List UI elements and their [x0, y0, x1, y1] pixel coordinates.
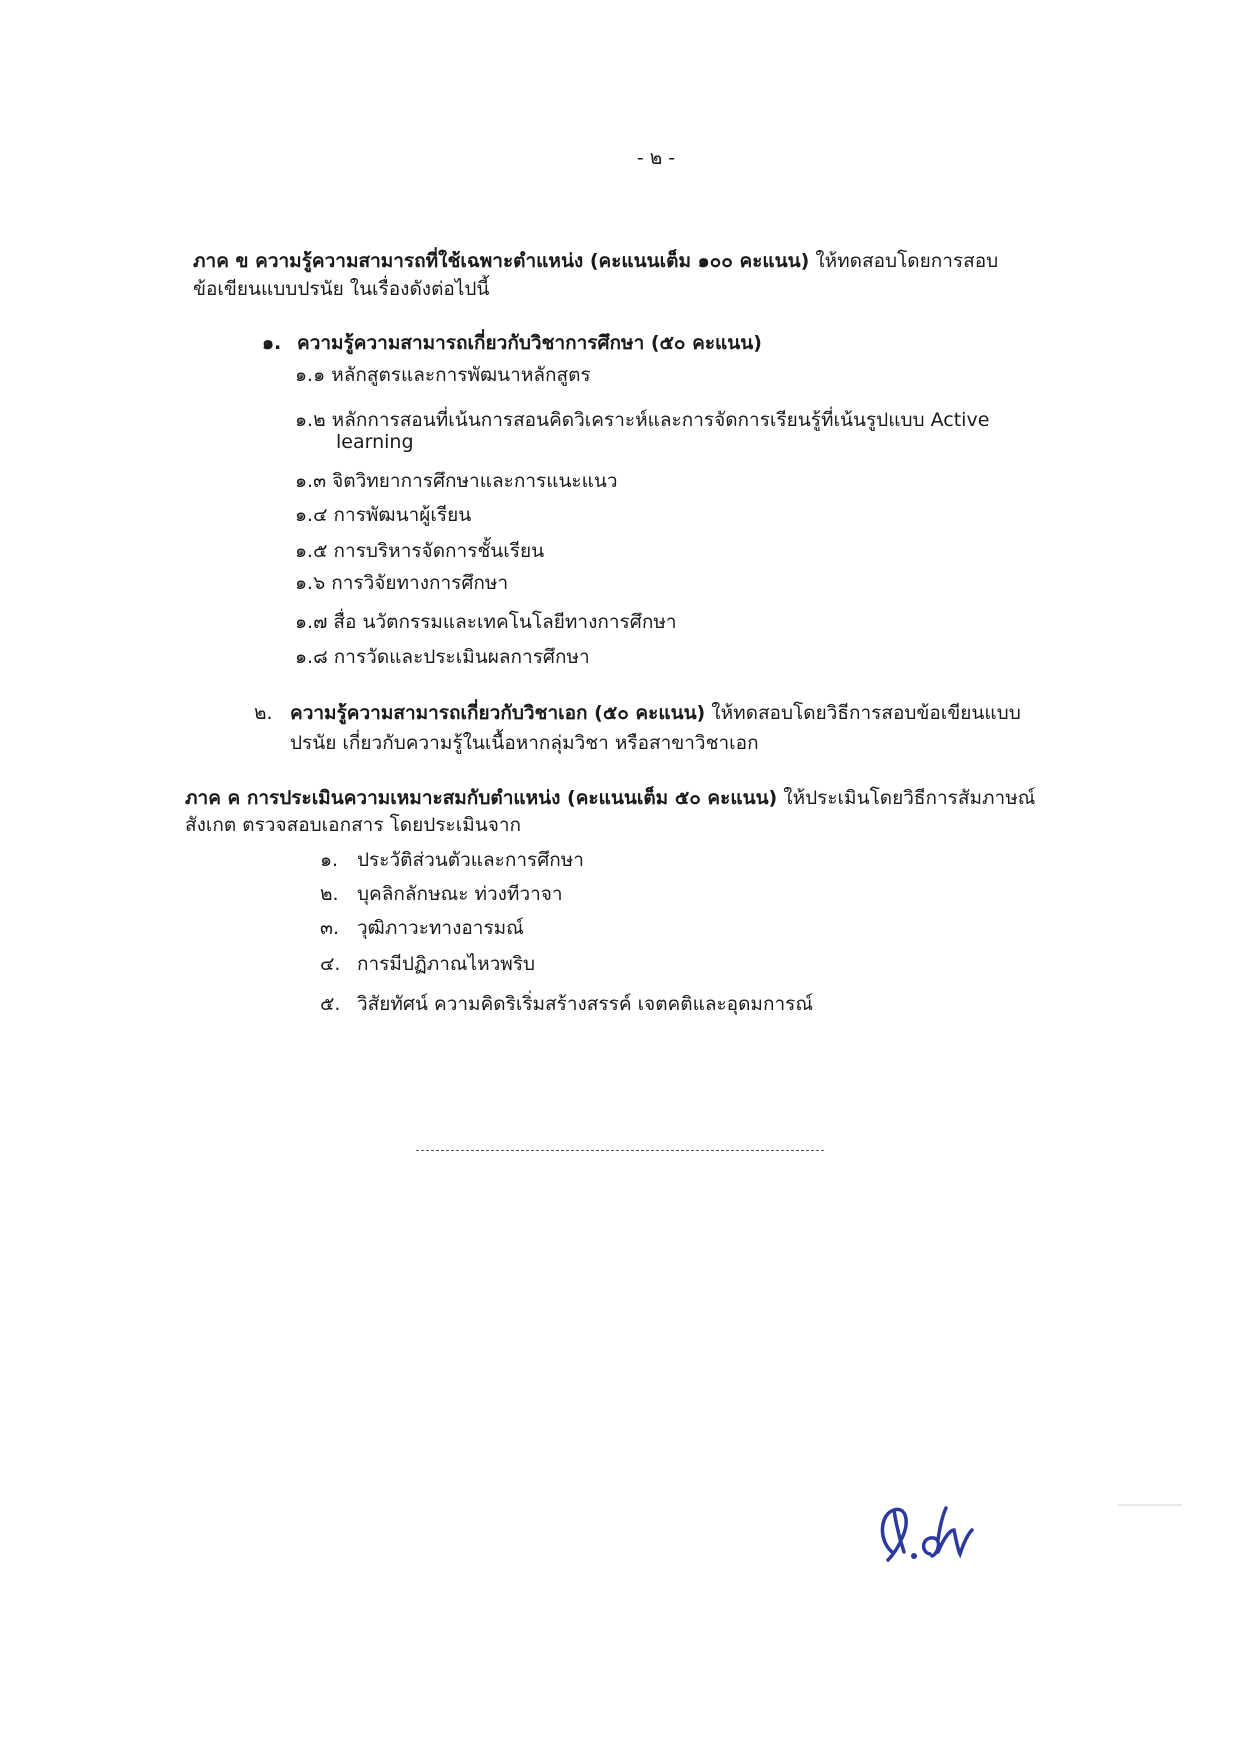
- criteria-number: ๔.: [320, 953, 341, 975]
- section-c-intro-line2: สังเกต ตรวจสอบเอกสาร โดยประเมินจาก: [185, 814, 522, 836]
- section-c-heading: ภาค ค การประเมินความเหมาะสมกับตำแหน่ง (คะแนนเต็ม ๕๐ คะแนน): [185, 787, 778, 809]
- topic2-number: ๒.: [254, 702, 273, 724]
- topic1-subitem: ๑.๓ จิตวิทยาการศึกษาและการแนะแนว: [295, 470, 618, 492]
- criteria-text: วุฒิภาวะทางอารมณ์: [357, 917, 524, 939]
- criteria-text: วิสัยทัศน์ ความคิดริเริ่มสร้างสรรค์ เจตคติและอุดมการณ์: [357, 993, 813, 1015]
- topic1-number: ๑.: [262, 332, 282, 354]
- section-b-intro-line2: ข้อเขียนแบบปรนัย ในเรื่องดังต่อไปนี้: [193, 278, 490, 300]
- signature: [872, 1500, 982, 1570]
- section-b-heading: ภาค ข ความรู้ความสามารถที่ใช้เฉพาะตำแหน่ง (คะแนนเต็ม ๑๐๐ คะแนน): [193, 250, 810, 272]
- topic2-line1: [290, 698, 1021, 728]
- topic1-subitem: ๑.๖ การวิจัยทางการศึกษา: [295, 572, 509, 594]
- topic1-subitem: ๑.๕ การบริหารจัดการชั้นเรียน: [295, 540, 545, 562]
- criteria-number: ๓.: [320, 917, 340, 939]
- topic1-subitem: ๑.๘ การวัดและประเมินผลการศึกษา: [295, 646, 590, 668]
- topic2-title: ความรู้ความสามารถเกี่ยวกับวิชาเอก (๕๐ คะแนน): [290, 702, 706, 724]
- topic1-subitem: ๑.๔ การพัฒนาผู้เรียน: [295, 504, 472, 526]
- topic1-subitem: ๑.๒ หลักการสอนที่เน้นการสอนคิดวิเคราะห์และการจัดการเรียนรู้ที่เน้นรูปแบบ Active: [295, 409, 990, 431]
- criteria-text: บุคลิกลักษณะ ท่วงทีวาจา: [357, 883, 563, 905]
- section-c-intro-line1: [185, 783, 1035, 813]
- topic2-rest: ให้ทดสอบโดยวิธีการสอบข้อเขียนแบบ: [705, 702, 1021, 724]
- topic2-line2: ปรนัย เกี่ยวกับความรู้ในเนื้อหากลุ่มวิชา หรือสาขาวิชาเอก: [290, 732, 759, 754]
- criteria-number: ๕.: [320, 993, 341, 1015]
- section-c-intro-rest: ให้ประเมินโดยวิธีการสัมภาษณ์: [777, 787, 1036, 809]
- end-divider: [416, 1150, 824, 1151]
- topic1-title: ความรู้ความสามารถเกี่ยวกับวิชาการศึกษา (๕๐ คะแนน): [297, 332, 762, 354]
- scan-edge-mark: [1118, 1504, 1182, 1506]
- section-b-intro-line1: [193, 246, 998, 276]
- page-number: - ๒ -: [636, 147, 676, 169]
- topic1-subitem: ๑.๑ หลักสูตรและการพัฒนาหลักสูตร: [295, 364, 591, 386]
- criteria-text: ประวัติส่วนตัวและการศึกษา: [357, 849, 584, 871]
- criteria-text: การมีปฏิภาณไหวพริบ: [357, 953, 536, 975]
- section-b-intro-rest: ให้ทดสอบโดยการสอบ: [809, 250, 999, 272]
- criteria-number: ๑.: [320, 849, 339, 871]
- criteria-number: ๒.: [320, 883, 339, 905]
- topic1-subitem-continuation: learning: [336, 431, 414, 453]
- topic1-subitem: ๑.๗ สื่อ นวัตกรรมและเทคโนโลยีทางการศึกษา: [295, 611, 677, 633]
